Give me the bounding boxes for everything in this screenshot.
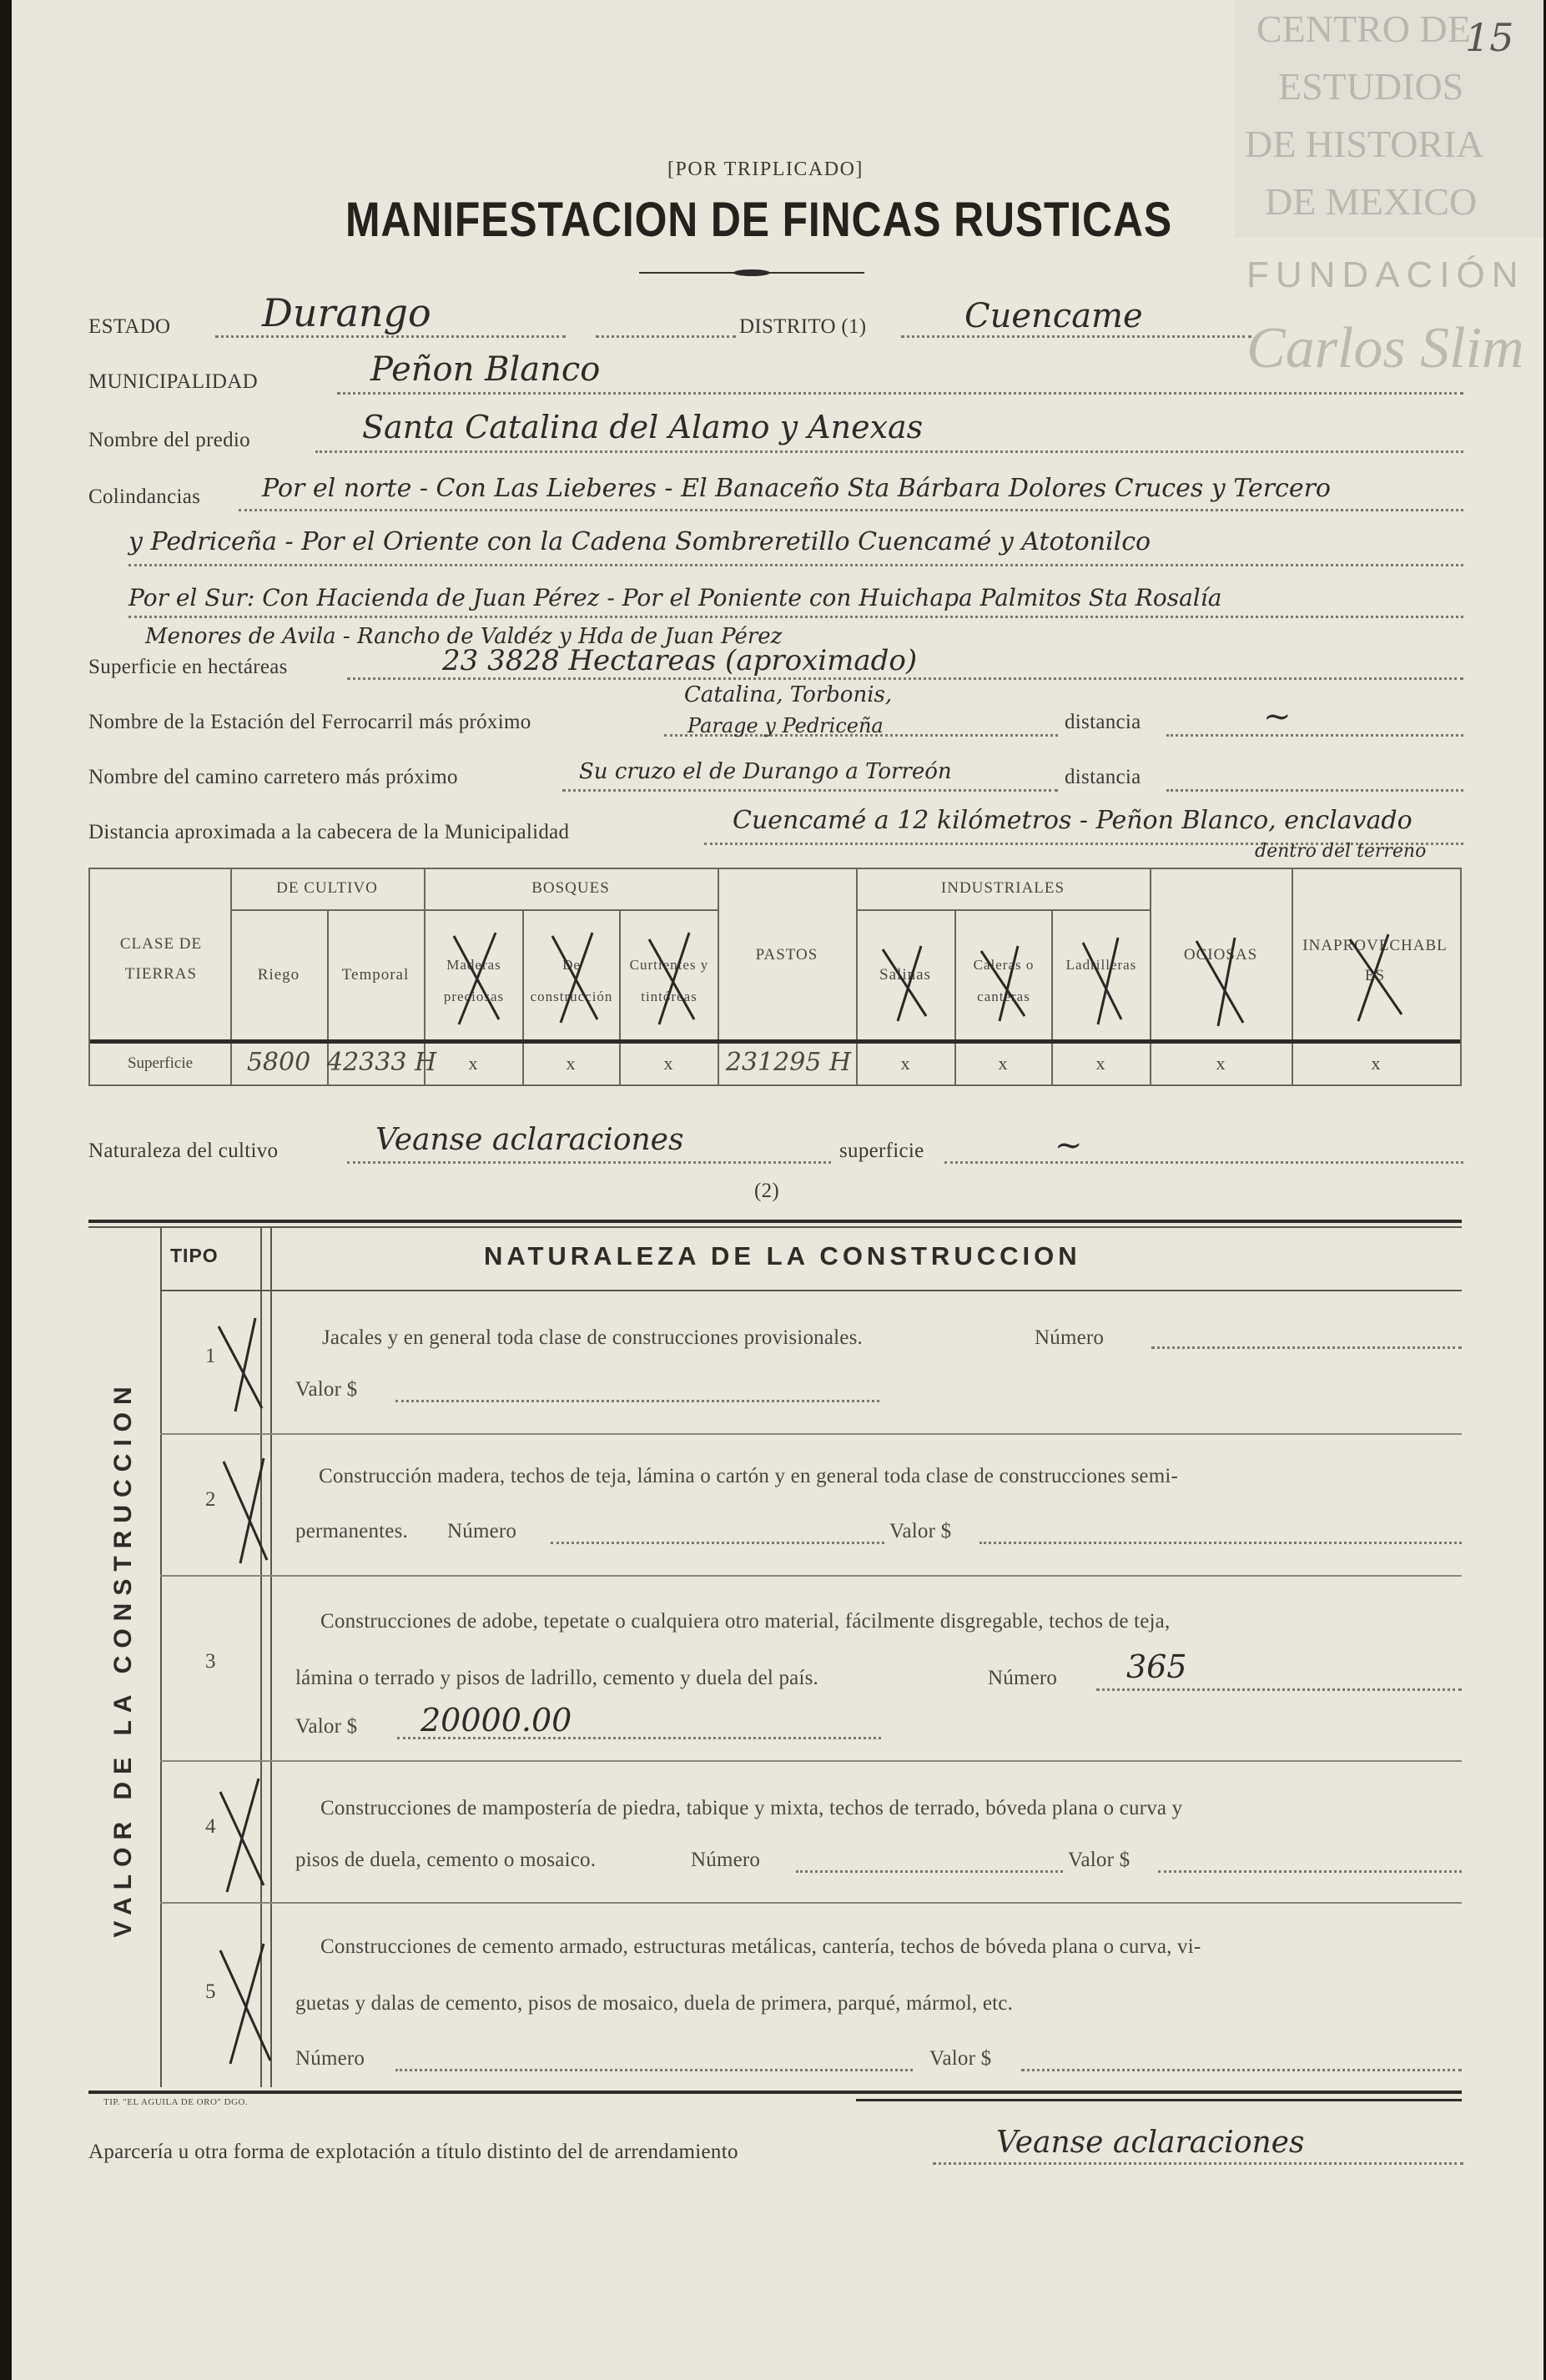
- value-construccion: x: [566, 1053, 576, 1074]
- tipo-3-description: Construcciones de adobe, tepetate o cualquiera otro material, fácilmente disgregable, techos de teja,: [320, 1610, 1171, 1633]
- tipo-5-description: Construcciones de cemento armado, estructuras metálicas, cantería, techos de bóveda plana o curva, vi-: [320, 1935, 1201, 1958]
- row-label-superficie: Superficie: [127, 1054, 194, 1072]
- clase-tierras-header: CLASE DE TIERRAS: [119, 935, 203, 983]
- x-mark-ladrilleras: [1073, 933, 1131, 1029]
- col-riego: Riego: [257, 966, 300, 984]
- tipo-header: TIPO: [170, 1245, 219, 1266]
- watermark-line-4: DE MEXICO: [1265, 180, 1478, 223]
- naturaleza-cultivo-value: Veanse aclaraciones: [375, 1123, 684, 1157]
- tipo-1-description: Jacales y en general toda clase de construcciones provisionales.: [322, 1326, 863, 1349]
- aparceria-label: Aparcería u otra forma de explotación a título distinto del de arrendamiento: [88, 2141, 738, 2163]
- tipo-5-line-2: guetas y dalas de cemento, pisos de mosaico, duela de primera, parqué, mármol, etc.: [295, 1992, 1014, 2015]
- col-maderas: Maderas preciosas: [443, 957, 505, 1004]
- watermark-line-1: CENTRO DE: [1256, 8, 1471, 50]
- tipo-3-valor-value: 20000.00: [420, 1702, 572, 1738]
- naturaleza-superficie-value: ~: [1055, 1126, 1083, 1165]
- bosques-group-header: BOSQUES: [531, 879, 610, 897]
- value-temporal: 42333 H: [327, 1048, 437, 1077]
- watermark-signature: Carlos Slim: [1246, 316, 1524, 380]
- cultivo-group-header: DE CULTIVO: [276, 879, 378, 897]
- footnote-2: (2): [754, 1180, 780, 1202]
- estacion-value-2: Parage y Pedriceña: [687, 714, 884, 737]
- col-construccion: De construcción: [530, 957, 613, 1004]
- tipo-2-valor-label: Valor $: [889, 1520, 952, 1542]
- x-mark-tipo-4: [212, 1772, 270, 1897]
- camino-value: Su cruzo el de Durango a Torreón: [579, 759, 952, 784]
- value-inaprovechables: x: [1371, 1053, 1381, 1074]
- col-pastos: PASTOS: [755, 946, 818, 964]
- x-mark-construccion: [546, 928, 604, 1028]
- x-mark-maderas: [447, 928, 506, 1028]
- watermark-line-3: DE HISTORIA: [1245, 123, 1484, 165]
- tipo-2-description: Construcción madera, techos de teja, lámina o cartón y en general toda clase de construcciones semi-: [319, 1465, 1179, 1487]
- tipo-3: 3: [205, 1650, 216, 1673]
- tipo-4-numero-label: Número: [691, 1849, 761, 1871]
- x-mark-tipo-2: [217, 1452, 275, 1568]
- aparceria-value: Veanse aclaraciones: [996, 2126, 1305, 2160]
- value-riego: 5800: [246, 1048, 311, 1077]
- colindancias-line-2: y Pedriceña - Por el Oriente con la Cadena Sombreretillo Cuencamé y Atotonilco: [128, 527, 1151, 556]
- tipo-3-valor-label: Valor $: [295, 1715, 358, 1738]
- tipo-1-numero-label: Número: [1035, 1326, 1105, 1349]
- naturaleza-construccion-title: NATURALEZA DE LA CONSTRUCCION: [484, 1241, 1081, 1271]
- value-curtientes: x: [663, 1053, 673, 1074]
- value-caleras: x: [998, 1053, 1008, 1074]
- col-curtientes: Curtientes y tintóreas: [629, 957, 709, 1004]
- col-ladrilleras: Ladrilleras: [1065, 957, 1137, 973]
- tipo-5-numero-label: Número: [295, 2047, 365, 2070]
- x-mark-caleras: [974, 941, 1033, 1024]
- cabecera-label: Distancia aproximada a la cabecera de la Municipalidad: [88, 821, 570, 843]
- tipo-3-numero-value: 365: [1126, 1648, 1187, 1685]
- predio-value: Santa Catalina del Alamo y Anexas: [362, 409, 924, 445]
- superficie-value: 23 3828 Hectareas (aproximado): [442, 644, 918, 677]
- x-mark-tipo-1: [210, 1310, 269, 1418]
- naturaleza-cultivo-label: Naturaleza del cultivo: [88, 1140, 279, 1162]
- tipo-4-line-2: pisos de duela, cemento o mosaico.: [295, 1849, 597, 1871]
- x-mark-tipo-5: [212, 1935, 279, 2069]
- page-number: 15: [1465, 15, 1514, 60]
- tipo-1: 1: [205, 1345, 216, 1367]
- x-mark-curtientes: [642, 928, 701, 1028]
- cabecera-value-2: dentro del terreno: [1255, 841, 1427, 862]
- watermark-line-2: ESTUDIOS: [1278, 65, 1464, 108]
- superficie-label: Superficie en hectáreas: [88, 656, 288, 678]
- col-inaprovechables: INAPROVECHABLES: [1302, 937, 1448, 984]
- x-mark-inaprovechables: [1338, 928, 1413, 1028]
- industriales-group-header: INDUSTRIALES: [940, 879, 1065, 897]
- col-caleras: Caleras o canteras: [973, 957, 1035, 1004]
- distrito-label: DISTRITO (1): [739, 315, 867, 338]
- valor-construccion-side-label: VALOR DE LA CONSTRUCCION: [109, 1379, 137, 1938]
- estacion-label: Nombre de la Estación del Ferrocarril más próximo: [88, 711, 531, 733]
- tipo-3-line-2: lámina o terrado y pisos de ladrillo, cemento y duela del país.: [295, 1667, 819, 1689]
- municipalidad-value: Peñon Blanco: [370, 350, 601, 389]
- estacion-distancia-label: distancia: [1065, 711, 1141, 733]
- land-table: [88, 868, 1462, 1086]
- title-ornament: [639, 265, 864, 272]
- watermark-fundacion: FUNDACIÓN: [1246, 254, 1525, 295]
- cabecera-value-1: Cuencamé a 12 kilómetros - Peñon Blanco, enclavado: [733, 806, 1413, 835]
- col-salinas: Salinas: [879, 966, 931, 984]
- tipo-2: 2: [205, 1488, 216, 1511]
- estado-value: Durango: [262, 290, 431, 335]
- value-pastos: 231295 H: [725, 1048, 852, 1077]
- colindancias-line-3: Por el Sur: Con Hacienda de Juan Pérez - Por el Poniente con Huichapa Palmitos Sta Rosalía: [128, 584, 1222, 611]
- tipo-4: 4: [205, 1815, 216, 1838]
- colindancias-label: Colindancias: [88, 486, 201, 508]
- camino-label: Nombre del camino carretero más próximo: [88, 766, 458, 788]
- tipo-4-valor-label: Valor $: [1068, 1849, 1131, 1871]
- value-salinas: x: [900, 1053, 910, 1074]
- form-title: MANIFESTACION DE FINCAS RUSTICAS: [345, 193, 1172, 247]
- colindancias-line-4: Menores de Avila - Rancho de Valdéz y Hda de Juan Pérez: [145, 624, 783, 649]
- predio-label: Nombre del predio: [88, 429, 250, 451]
- tipo-2-permanentes: permanentes.: [295, 1520, 408, 1542]
- value-ociosas: x: [1216, 1053, 1226, 1074]
- tipo-4-description: Construcciones de mampostería de piedra, tabique y mixta, techos de terrado, bóveda plana o curva y: [320, 1797, 1183, 1819]
- naturaleza-superficie-label: superficie: [839, 1140, 924, 1162]
- printer-imprint: TIP. "EL AGUILA DE ORO" DGO.: [103, 2097, 249, 2107]
- camino-distancia-label: distancia: [1065, 766, 1141, 788]
- tipo-5: 5: [205, 1980, 216, 2003]
- tipo-3-numero-label: Número: [988, 1667, 1058, 1689]
- document-page: [12, 0, 1543, 2380]
- estacion-value-1: Catalina, Torbonis,: [684, 682, 893, 707]
- col-ociosas: OCIOSAS: [1183, 946, 1258, 964]
- header-subtitle: [POR TRIPLICADO]: [667, 158, 864, 180]
- estacion-distancia-value: ~: [1263, 697, 1292, 736]
- x-mark-ociosas: [1188, 933, 1255, 1029]
- estado-label: ESTADO: [88, 315, 171, 338]
- tipo-2-numero-label: Número: [447, 1520, 517, 1542]
- value-ladrilleras: x: [1095, 1053, 1105, 1074]
- col-temporal: Temporal: [341, 966, 410, 984]
- distrito-value: Cuencame: [964, 297, 1143, 335]
- municipalidad-label: MUNICIPALIDAD: [88, 370, 258, 393]
- tipo-1-valor-label: Valor $: [295, 1378, 358, 1401]
- value-maderas: x: [468, 1053, 478, 1074]
- tipo-5-valor-label: Valor $: [929, 2047, 992, 2070]
- colindancias-line-1: Por el norte - Con Las Lieberes - El Banaceño Sta Bárbara Dolores Cruces y Tercero: [262, 474, 1331, 503]
- x-mark-salinas: [876, 941, 934, 1024]
